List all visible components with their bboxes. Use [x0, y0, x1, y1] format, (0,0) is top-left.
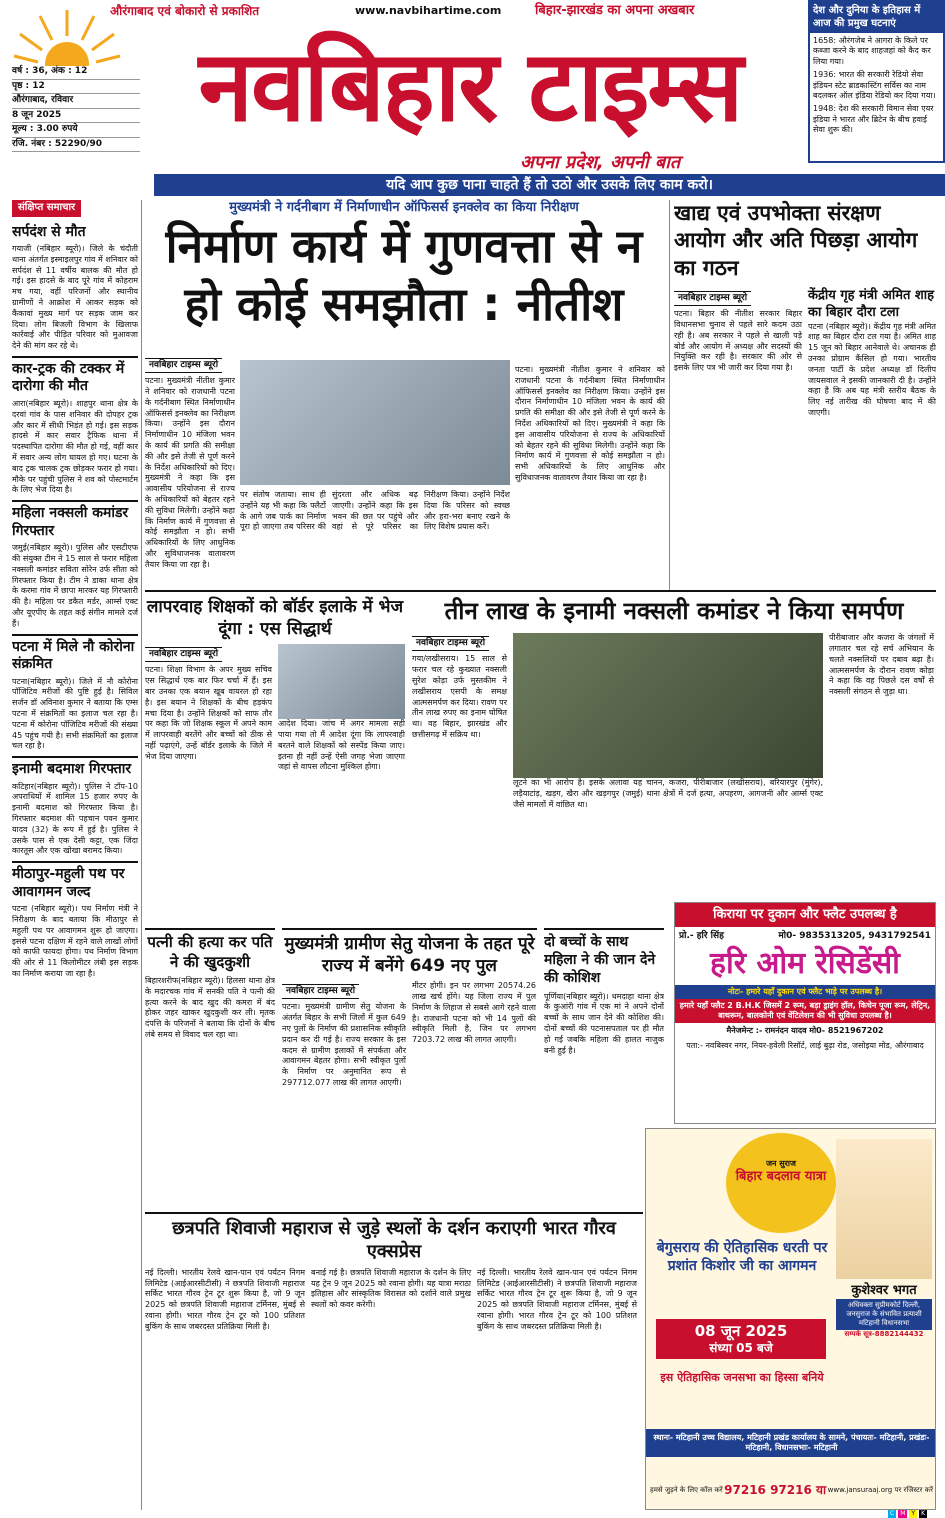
cmyk-marks — [888, 1510, 927, 1518]
brief-story — [12, 356, 138, 496]
wife-headline: पत्नी की हत्या कर पति ने की खुदकुशी — [145, 928, 275, 972]
naxal-story — [412, 596, 936, 896]
bridge-byline: नवबिहार टाइम्स ब्यूरो — [282, 984, 359, 999]
issue-reg: रजि. नंबर : 52290/90 — [12, 138, 140, 153]
brief-news-column — [12, 200, 138, 1510]
brief-story-body: गयाजी (नबिहार ब्यूरो)। जिले के चंदौती थाना अंतर्गत इस्माइलपुर गांव में शनिवार को सर्पदंश से 11 वर्षीय बालक की मौत हो गई। इस हादसे के बाद पूरे गांव में कोहराम मच गया, वहीं परिजनों और स्थानीय ग्रामीणों ने आक्रोश में आकर सड़क को कैंकावां मुख्य मार्ग पर सड़क जाम कर दिया। लोग बिजली विभाग के खिलाफ कार्रवाई और पीड़ित परिवार को मुआवजा देने की मांग कर रहे थे। — [12, 244, 138, 351]
issue-date: 8 जून 2025 — [12, 109, 140, 124]
teacher-story — [145, 596, 405, 926]
naxal-body-extra: पीरीबाजार और कजरा के जंगलों में लगातार चल रहे सर्च अभियान के चलते नक्सलियों पर दबाव बढ़ा है। आत्मसमर्पण के दौरान रावण कोड़ा ने कहा कि वह पिछले दस वर्षों से नक्सली संगठन से जुड़ा था। — [829, 633, 934, 697]
train-story — [145, 1212, 643, 1507]
train-body-continued: बनाई गई है। छत्रपति शिवाजी महाराज के दर्शन के लिए यह ट्रेन 9 जून 2025 को रवाना होगी। यह यात्रा मराठा इतिहास और सांस्कृतिक विरासत को दर्शाने वाले प्रमुख स्थलों को कवर करेगी। — [311, 1267, 471, 1310]
ad1-manager: मैनेजमेन्ट :- रामनंदन यादव मो0- 8521967202 — [726, 1026, 884, 1035]
teacher-body: पटना। शिक्षा विभाग के अपर मुख्य सचिव एस सिद्धार्थ एक बार फिर चर्चा में हैं। इस बार उनका एक बयान खूब वायरल हो रहा है। इस बयान ने शिक्षकों के बीच हड़कंप मचा दिया है। उन्होंने शिक्षकों को साफ तौर पर कहा कि जो शिक्षक स्कूल में अपने काम में लापरवाही बरतेंगे और बच्चों को ठीक से नहीं पढ़ाएंगे, उन्हें बॉर्डर इलाके के जिले में भेज दिया जाएगा। — [145, 665, 272, 761]
lead-col-1 — [145, 355, 235, 585]
ad2-headline: बेगुसराय की ऐतिहासिक धरती पर प्रशांत किशोर जी का आगमन — [656, 1240, 828, 1275]
ad2-date-box — [656, 1319, 826, 1359]
ad2-invite: इस ऐतिहासिक जनसभा का हिस्सा बनिये — [660, 1371, 824, 1384]
tagline: अपना प्रदेश, अपनी बात — [520, 152, 681, 173]
brief-story — [12, 756, 138, 857]
shah-body: पटना (नबिहार ब्यूरो)। केंद्रीय गृह मंत्री अमित शाह का बिहार दौरा टल गया है। अमित शाह 15 जून को बिहार आनेवाले थे। अचानक ही उनका प्रोग्राम कैंसिल हो गया। भारतीय जनता पार्टी के प्रदेश अध्यक्ष डॉ दिलीप जायसवाल ने इसकी जानकारी दी है। उन्होंने कहा है कि अब यह मंत्री स्तरीय बैठक के लिए नई तारीख की घोषणा बाद में की जाएगी। — [808, 321, 936, 418]
lead-byline: नवबिहार टाइम्स ब्यूरो — [145, 358, 222, 373]
ad2-name: कुशेश्वर भगत — [851, 1283, 917, 1298]
lead-photo — [240, 360, 510, 485]
brief-story-body: पटना(नबिहार ब्यूरो)। जिले में नौ कोरोना पॉजिटिव मरीजों की पुष्टि हुई है। सिविल सर्जन डॉ अविनाश कुमार ने बताया कि एम्स पटना में संक्रमितों का इलाज चल रहा है। पटना में कोरोना पॉजिटिव मरीजों की संख्या 45 पहुंच गयी है। सभी संक्रमितों का इलाज चल रहा है। — [12, 676, 138, 751]
bridge-body-continued: मीटर होगी। इन पर लगभग 20574.26 लाख खर्च होंगे। यह जिला राज्य में पुल निर्माण के लिहाज से सबसे आगे रहने वाला है। राजधानी पटना को भी 14 पुलों की स्वीकृति मिली है, जिन पर लगभग 7203.72 लाख की लागत आएगी। — [412, 981, 536, 1045]
teacher-byline: नवबिहार टाइम्स ब्यूरो — [145, 647, 222, 662]
naxal-byline: नवबिहार टाइम्स ब्यूरो — [412, 636, 489, 651]
ad2-logo-top: जन सुराज — [766, 1159, 796, 1168]
candidate-photo — [836, 1139, 932, 1279]
ad2-footer-right[interactable]: www.jansuraaj.org पर रजिस्टर करें — [827, 1486, 933, 1495]
history-item: 1658: औरंगजेब ने आगरा के किले पर कब्जा करने के बाद शाहजहां को कैद कर लिया गया। — [813, 36, 931, 66]
cmyk-y: Y — [911, 1510, 916, 1517]
ad2-logo — [726, 1133, 836, 1233]
teacher-photo — [278, 644, 405, 719]
ad1-feature: हमारे यहाँ फ्लैट 2 B.H.K जिसमें 2 रूम, बड़ा ड्राइंग हॉल, किचेन पूजा रूम, लेट्रिन, बाथरूम, बालकोनी एवं वेंटिलेशन की भी सुविधा उपलब्ध है। — [675, 999, 935, 1023]
teacher-headline: लापरवाह शिक्षकों को बॉर्डर इलाके में भेज दूंगा : एस सिद्धार्थ — [146, 597, 404, 640]
top-left-text: औरंगाबाद एवं बोकारो से प्रकाशित — [110, 4, 260, 18]
column-rule — [141, 200, 142, 1510]
issue-price: मूल्य : 3.00 रुपये — [12, 123, 140, 138]
brief-story-body: पटना (नबिहार ब्यूरो)। पथ निर्माण मंत्री ने निरीक्षण के बाद बताया कि मीठापुर से महुली पथ पर आवागमन शुरू हो जाएगा। इससे पटना दक्षिण में रहने वाले लाखों लोगों को काफी फायदा होगा। पथ निर्माण विभाग की ओर से 11 किलोमीटर लंबी इस सड़क का निर्माण कराया जा रहा है। — [12, 904, 138, 978]
lead-body: पटना। मुख्यमंत्री नीतीश कुमार ने शनिवार को राजधानी पटना के गर्दनीबाग स्थित निर्माणाधीन ऑफिसर्स इनक्लेव का निरीक्षण किया। उन्होंने इस दौरान निर्माणाधीन 10 मंजिला भवन के कार्य की प्रगति की समीक्षा की और इसे तेजी से पूर्ण करने के निर्देश अधिकारियों को दिए। मुख्यमंत्री ने कहा कि इस आवासीय परियोजना से राज्य के अधिकारियों को बेहतर रहने की सुविधा मिलेगी। उन्होंने कहा कि निर्माण कार्य में गुणवत्ता से कोई समझौता न हो। सभी अधिकारियों के लिए आधुनिक और सुविधाजनक वातावरण तैयार किया जा रहा है। — [145, 376, 235, 569]
cmyk-c: C — [890, 1510, 895, 1517]
food-headline: खाद्य एवं उपभोक्ता संरक्षण आयोग और अति पिछड़ा आयोग का गठन — [674, 201, 918, 280]
ad2-logo-main: बिहार बदलाव यात्रा — [735, 1169, 827, 1184]
slogan-bar: यदि आप कुछ पाना चाहते हैं तो उठो और उसके लिए काम करो। — [154, 174, 945, 196]
lead-body-continued: पर संतोष जताया। साथ ही उन्होंने यह भी कहा कि फ्लैटों के आगे जब पार्क का निर्माण पूरा हो जाएगा तब परिसर की सुंदरता और अधिक बढ़ जाएगी। उन्होंने कहा कि इस भवन की छत पर पहुंचे और वहां से पूरे परिसर का निरीक्षण किया। उन्होंने निर्देश दिया कि परिसर को स्वच्छ और हरा-भरा बनाए रखने के लिए विशेष प्रयास करें। — [240, 490, 510, 532]
column-rule — [669, 200, 670, 590]
issue-pages: पृष्ठ : 12 — [12, 80, 140, 95]
train-headline: छत्रपति शिवाजी महाराज से जुड़े स्थलों के दर्शन कराएगी भारत गौरव एक्सप्रेस — [145, 1212, 643, 1264]
brief-story-head: मीठापुर-महुली पथ पर आवागमन जल्द — [12, 861, 138, 901]
hari-om-ad — [674, 902, 936, 1124]
teacher-body-continued: आदेश दिया। जांच में अगर मामला सही पाया गया तो मैं आदेश दूंगा कि लापरवाही बरतने वाले शिक्षकों को सस्पेंड किया जाए। इतना ही नहीं उन्हें ऐसी जगह भेजा जाएगा जहां से वापस लौटना मुश्किल होगा। — [278, 719, 405, 772]
brief-story-body: कटिहार(नबिहार ब्यूरो)। पुलिस ने टॉप-10 अपराधियों में शामिल 15 हजार रुपए के इनामी बदमाश को गिरफ्तार किया है। गिरफ्तार बदमाश की पहचान पवन कुमार यादव (32) के रूप में हुई है। पुलिस ने उसके पास से एक देसी कट्टा, एक जिंदा कारतूस और एक खोखा बरामद किया। — [12, 781, 138, 856]
lead-body-extra: पटना। मुख्यमंत्री नीतीश कुमार ने शनिवार को राजधानी पटना के गर्दनीबाग स्थित निर्माणाधीन ऑफिसर्स इनक्लेव का निरीक्षण किया। उन्होंने इस दौरान निर्माणाधीन 10 मंजिला भवन के कार्य की प्रगति की समीक्षा की और इसे तेजी से पूर्ण करने के निर्देश अधिकारियों को दिए। मुख्यमंत्री ने कहा कि इस आवासीय परियोजना से राज्य के अधिकारियों को बेहतर रहने की सुविधा मिलेगी। उन्होंने कहा कि निर्माण कार्य में गुणवत्ता से कोई समझौता न हो। सभी अधिकारियों के लिए आधुनिक और सुविधाजनक वातावरण तैयार किया जा रहा है। — [515, 365, 665, 482]
brief-story — [12, 500, 138, 629]
ad2-time: संध्या 05 बजे — [709, 1340, 773, 1355]
ad2-date: 08 जून 2025 — [694, 1322, 788, 1340]
food-commission-story — [674, 200, 936, 595]
ad1-contact-mobile: मो0- 9835313205, 9431792541 — [778, 931, 931, 942]
naxal-photo — [513, 633, 823, 778]
lead-kicker: मुख्यमंत्री ने गर्दनीबाग में निर्माणाधीन ऑफिसर्स इनक्लेव का किया निरीक्षण — [229, 200, 579, 215]
ad2-title: अधिवक्ता सुप्रीमकोर्ट दिल्ली, जनसुराज के संभावित प्रत्याशी मटिहानी विधानसभा — [836, 1299, 932, 1329]
brief-story-head: कार-ट्रक की टक्कर में दारोगा की मौत — [12, 356, 138, 396]
ad2-candidate — [836, 1283, 932, 1338]
bridge-story — [282, 928, 537, 1198]
ad1-note: नोटः- हमारे यहाँ दुकान एवं फ्लैट भाड़े पर उपलब्ध है। — [675, 985, 935, 999]
mother-headline: दो बच्चों के साथ महिला ने की जान देने की कोशिश — [544, 928, 664, 988]
bridge-headline: मुख्यमंत्री ग्रामीण सेतु योजना के तहत पूरे राज्य में बनेंगे 649 नए पुल — [282, 928, 537, 977]
ad2-phone: सम्पर्क सूत्र-8882144432 — [844, 1329, 924, 1338]
brief-story-head: पटना में मिले नौ कोरोना संक्रमित — [12, 634, 138, 674]
ad2-venue: स्थानः- मटिहानी उच्च विद्यालय, मटिहानी प्रखंड कार्यालय के सामने, पंचायतः- मटिहानी, प्रखंडः- मटिहानी, विधानसभाः- मटिहानी — [646, 1429, 936, 1457]
history-item: 1936: भारत की सरकारी रेडियो सेवा इंडियन स्टेट ब्राडकास्टिंग सर्विस का नाम बदलकर ऑल इंडिया रेडियो कर दिया गया। — [813, 70, 936, 100]
bridge-body: पटना। मुख्यमंत्री ग्रामीण सेतु योजना के अंतर्गत बिहार के सभी जिलों में कुल 649 नए पुलों के निर्माण की प्रशासनिक स्वीकृति प्रदान कर दी गई है। राज्य सरकार के इस कदम से ग्रामीण इलाकों में संपर्कता और आवागमन बेहतर होगा। सभी स्वीकृत पुलों के निर्माण पर अनुमानित रूप से 297712.077 लाख की लागत आएगी। — [282, 1002, 406, 1088]
food-body: पटना। बिहार की नीतीश सरकार बिहार विधानसभा चुनाव से पहले सारे कदम उठा रही है। अब सरकार ने पहले से खाली पड़े बोर्ड और आयोग में अध्यक्ष और सदस्यों की नियुक्ति कर रही है। सरकार की ओर से इसके लिए पत्र भी जारी कर दिया गया है। — [674, 309, 802, 373]
brief-news-kicker: संक्षिप्त समाचार — [12, 200, 81, 217]
lead-col-3 — [515, 365, 665, 585]
lead-col-2 — [240, 490, 510, 585]
train-body-extra: नई दिल्ली। भारतीय रेलवे खान-पान एवं पर्यटन निगम लिमिटेड (आईआरसीटीसी) ने छत्रपति शिवाजी महाराज सर्किट भारत गौरव ट्रेन टूर शुरू किया है, जो 9 जून 2025 को छत्रपति शिवाजी महाराज टर्मिनस, मुंबई से रवाना होगी। भारत गौरव ट्रेन टूर को 100 प्रतिशत बुकिंग के साथ जबरदस्त प्रतिक्रिया मिली है। — [477, 1267, 637, 1331]
section-rule — [145, 590, 936, 592]
brief-story — [12, 221, 138, 352]
wife-body: बिहारशरीफ(नबिहार ब्यूरो)। हिलसा थाना क्षेत्र के मदारचक गांव में सनकी पति ने पत्नी की हत्या करने के बाद खुद की कमरा में बंद होकर जहर खाकर खुदकुशी कर ली। मृतक दंपत्ति के परिजनों ने बताया कि दोनों के बीच लंबे समय से विवाद चल रहा था। — [145, 976, 275, 1039]
issue-year: वर्ष : 36, अंक : 12 — [12, 65, 140, 80]
cmyk-m: M — [900, 1510, 906, 1517]
train-body: नई दिल्ली। भारतीय रेलवे खान-पान एवं पर्यटन निगम लिमिटेड (आईआरसीटीसी) ने छत्रपति शिवाजी महाराज सर्किट भारत गौरव ट्रेन टूर शुरू किया है, जो 9 जून 2025 को छत्रपति शिवाजी महाराज टर्मिनस, मुंबई से रवाना होगी। भारत गौरव ट्रेन टूर को 100 प्रतिशत बुकिंग के साथ जबरदस्त प्रतिक्रिया मिली है। — [145, 1267, 305, 1331]
ad1-top: किराया पर दुकान और फ्लैट उपलब्ध है — [675, 903, 935, 927]
ad1-brand: हरि ओम रेसिडेंसी — [710, 945, 900, 981]
ad1-contact-name: प्रो.- हरि सिंह — [679, 931, 724, 942]
sun-logo-icon — [12, 6, 122, 66]
newspaper-title: नवबिहार टाइम्स — [198, 30, 742, 144]
jan-suraaj-ad — [645, 1128, 936, 1510]
lead-story — [145, 200, 663, 333]
wife-story — [145, 928, 275, 1198]
site-url[interactable]: www.navbihartime.com — [355, 4, 502, 17]
brief-story-head: महिला नक्सली कमांडर गिरफ्तार — [12, 500, 138, 540]
brief-story — [12, 634, 138, 753]
naxal-body-continued: लूटने का भी आरोप है। इसके अलावा यह चानन, कजरा, पीरीबाजार (लखीसराय), बरियारपुर (मुंगेर), लड़ैयाटांड़, खड़ग, खैरा और खड़गपुर (जमुई) थाना क्षेत्रों में दर्ज हत्या, अपहरण, आगजनी और आर्म्स एक्ट जैसे मामलों में वांछित था। — [513, 778, 823, 809]
naxal-body: गया/लखीसराय। 15 साल से फरार चल रहे कुख्यात नक्सली सुरेश कोड़ा उर्फ मुस्तकीम ने लखीसराय एसपी के समक्ष आत्मसमर्पण कर दिया। रावण पर तीन लाख रुपए का इनाम घोषित था। वह बिहार, झारखंड और छत्तीसगढ़ में सक्रिय था। — [412, 654, 507, 740]
brief-story-head: सर्पदंश से मौत — [12, 223, 86, 240]
history-box — [808, 0, 945, 163]
food-byline: नवबिहार टाइम्स ब्यूरो — [674, 291, 751, 306]
ad1-address: पता:- नवबिस्वर नगर, नियर-हवेली रिसॉर्ट, लाई बुढ़ा रोड, जसोइया मोड, औरंगाबाद — [686, 1041, 924, 1050]
issue-place-day: औरंगाबाद, रविवार — [12, 94, 140, 109]
top-right-text: बिहार-झारखंड का अपना अखबार — [535, 3, 695, 18]
mother-body: पूर्णिया(नबिहार ब्यूरो)। धमदाहा थाना क्षेत्र के कुआंरी गांव में एक मां ने अपने दोनों बच्चों के साथ जान देने की कोशिश की। दोनों बच्चों की पटनासपताल पर ही मौत हो गई जबकि महिला की हालत नाजुक बनी हुई है। — [544, 991, 664, 1055]
issue-info — [12, 65, 140, 152]
brief-story — [12, 861, 138, 980]
ad2-footer-phone[interactable]: 97216 97216 या — [724, 1483, 827, 1497]
cmyk-k: K — [921, 1510, 925, 1517]
brief-story-body: जमुई(नबिहार ब्यूरो)। पुलिस और एसटीएफ की संयुक्त टीम ने 15 साल से फरार महिला नक्सली कमांडर सविता सोरेन उर्फ सीता को गिरफ्तार किया है। टीम ने डाका थाना क्षेत्र के करमा गांव में छापा मारकर यह गिरफ्तारी की है। महिला पर डकैत मर्डर, आर्म्स एक्ट और यूएपीए के तहत कई संगीन मामले दर्ज हैं। — [12, 543, 138, 628]
naxal-headline: तीन लाख के इनामी नक्सली कमांडर ने किया समर्पण — [444, 597, 904, 625]
shah-headline: केंद्रीय गृह मंत्री अमित शाह का बिहार दौरा टला — [808, 287, 935, 320]
brief-story-body: आरा(नबिहार ब्यूरो)। शाहपुर थाना क्षेत्र के दरवां गांव के पास शनिवार की दोपहर ट्रक और कार में सीधी भिड़ंत हो गई। इस सड़क हादसे में कार सवार ट्रैफिक थाना में पदस्थापित दारोगा की मौत हो गई, वहीं कार में सवार अन्य लोग घायल हो गए। घटना के बाद ट्रक चालक ट्रक छोड़कर फरार हो गया। मौके पर पहुंची पुलिस ने शव को पोस्टमार्टम के लिए भेज दिया है। — [12, 398, 138, 495]
lead-headline: निर्माण कार्य में गुणवत्ता से न हो कोई समझौता : नीतीश — [165, 219, 643, 331]
history-head: देश और दुनिया के इतिहास में आज की प्रमुख घटनाएं — [810, 2, 943, 33]
brief-story-head: इनामी बदमाश गिरफ्तार — [12, 756, 138, 779]
history-item: 1948: देश की सरकारी विमान सेवा एयर इंडिया ने भारत और ब्रिटेन के बीच हवाई सेवा शुरू की। — [813, 104, 934, 135]
ad2-footer-left: हमसे जुड़ने के लिए कॉल करें — [650, 1486, 723, 1495]
